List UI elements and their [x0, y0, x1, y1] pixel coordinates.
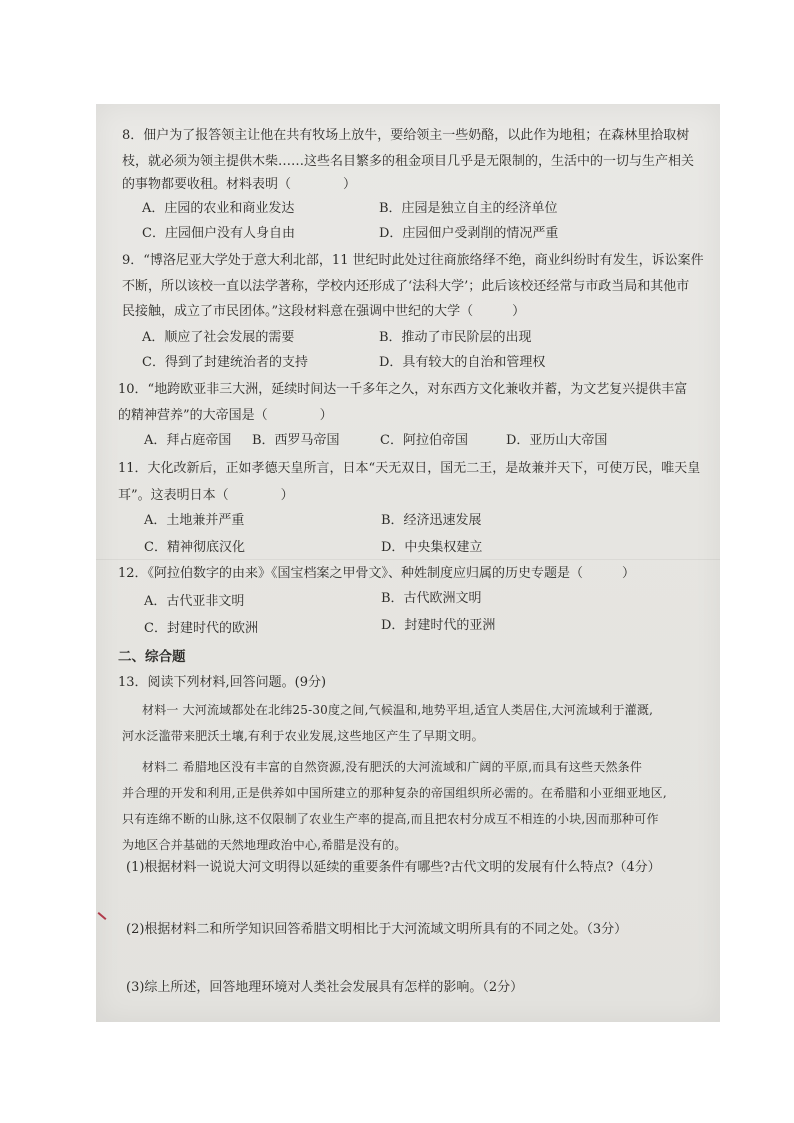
q13-material1-line2: 河水泛滥带来肥沃土壤,有利于农业发展,这些地区产生了早期文明。	[122, 729, 484, 743]
q8-option-d: D．庄园佃户受剥削的情况严重	[379, 226, 559, 241]
q11-option-a: A．土地兼并严重	[144, 513, 245, 528]
q9-stem-line1: 9．“博洛尼亚大学处于意大利北部，11 世纪时此处过往商旅络绎不绝，商业纠纷时有发生，诉讼案件	[122, 253, 704, 268]
q13-sub-question-1: (1)根据材料一说说大河文明得以延续的重要条件有哪些?古代文明的发展有什么特点?（4分）	[126, 860, 661, 875]
q13-stem: 13．阅读下列材料,回答问题。(9分)	[118, 675, 327, 690]
q10-option-c: C．阿拉伯帝国	[380, 433, 468, 448]
q10-option-d: D．亚历山大帝国	[506, 433, 608, 448]
q10-stem-line2: 的精神营养”的大帝国是（ ）	[118, 408, 333, 423]
exam-paper-sheet	[96, 104, 720, 1022]
q10-option-a: A．拜占庭帝国	[144, 433, 232, 448]
q9-option-b: B．推动了市民阶层的出现	[379, 330, 532, 345]
q10-option-b: B．西罗马帝国	[252, 433, 340, 448]
q8-stem-line3: 的事物都要收租。材料表明（ ）	[122, 177, 357, 192]
q9-stem-line3: 民接触，成立了市民团体。”这段材料意在强调中世纪的大学（ ）	[122, 304, 526, 319]
q9-stem-line2: 不断，所以该校一直以法学著称，学校内还形成了‘法科大学’；此后该校还经常与市政当局和其他市	[122, 279, 690, 294]
q9-option-a: A．顺应了社会发展的需要	[142, 330, 295, 345]
q11-option-c: C．精神彻底汉化	[144, 540, 245, 555]
q12-option-a: A．古代亚非文明	[144, 594, 245, 609]
paper-fold-line	[96, 559, 720, 560]
q8-option-b: B．庄园是独立自主的经济单位	[379, 201, 558, 216]
q13-material2-line2: 并合理的开发和利用,正是供养如中国所建立的那种复杂的帝国组织所必需的。在希腊和小亚细亚地区,	[122, 786, 667, 800]
q13-material2-line4: 为地区合并基础的天然地理政治中心,希腊是没有的。	[122, 838, 407, 852]
q13-material2-line3: 只有连绵不断的山脉,这不仅限制了农业生产率的提高,而且把农村分成互不相连的小块,因而那种可作	[122, 812, 659, 826]
q10-stem-line1: 10．“地跨欧亚非三大洲，延续时间达一千多年之久，对东西方文化兼收并蓄，为文艺复兴提供丰富	[118, 382, 688, 397]
q11-option-d: D．中央集权建立	[381, 540, 483, 555]
section-heading: 二、综合题	[118, 649, 186, 665]
q8-option-a: A．庄园的农业和商业发达	[142, 201, 295, 216]
q13-material2-line1: 材料二 希腊地区没有丰富的自然资源,没有肥沃的大河流域和广阔的平原,而具有这些天然条件	[142, 760, 643, 774]
q11-stem-line2: 耳”。这表明日本（ ）	[118, 488, 294, 503]
q9-option-c: C．得到了封建统治者的支持	[142, 355, 308, 370]
q11-option-b: B．经济迅速发展	[381, 513, 482, 528]
q13-material1-line1: 材料一 大河流域都处在北纬25-30度之间,气候温和,地势平坦,适宜人类居住,大河流域利于灌溉,	[142, 703, 654, 717]
q13-sub-question-3: (3)综上所述，回答地理环境对人类社会发展具有怎样的影响。（2分）	[126, 980, 524, 995]
q9-option-d: D．具有较大的自治和管理权	[379, 355, 546, 370]
q12-option-c: C．封建时代的欧洲	[144, 621, 258, 636]
q11-stem-line1: 11．大化改新后，正如孝德天皇所言，日本“天无双日，国无二王，是故兼并天下，可使万民，唯天皇	[118, 461, 701, 476]
q8-option-c: C．庄园佃户没有人身自由	[142, 226, 295, 241]
q12-stem: 12．《阿拉伯数字的由来》《国宝档案之甲骨文》、种姓制度应归属的历史专题是（ ）	[118, 566, 636, 581]
q8-stem-line1: 8．佃户为了报答领主让他在共有牧场上放牛，要给领主一些奶酪，以此作为地租；在森林里拾取树	[122, 128, 690, 143]
q8-stem-line2: 枝，就必须为领主提供木柴……这些名目繁多的租金项目几乎是无限制的，生活中的一切与生产相关	[122, 154, 695, 169]
q12-option-b: B．古代欧洲文明	[381, 591, 482, 606]
q12-option-d: D．封建时代的亚洲	[381, 618, 496, 633]
q13-sub-question-2: (2)根据材料二和所学知识回答希腊文明相比于大河流域文明所具有的不同之处。（3分）	[126, 922, 628, 937]
